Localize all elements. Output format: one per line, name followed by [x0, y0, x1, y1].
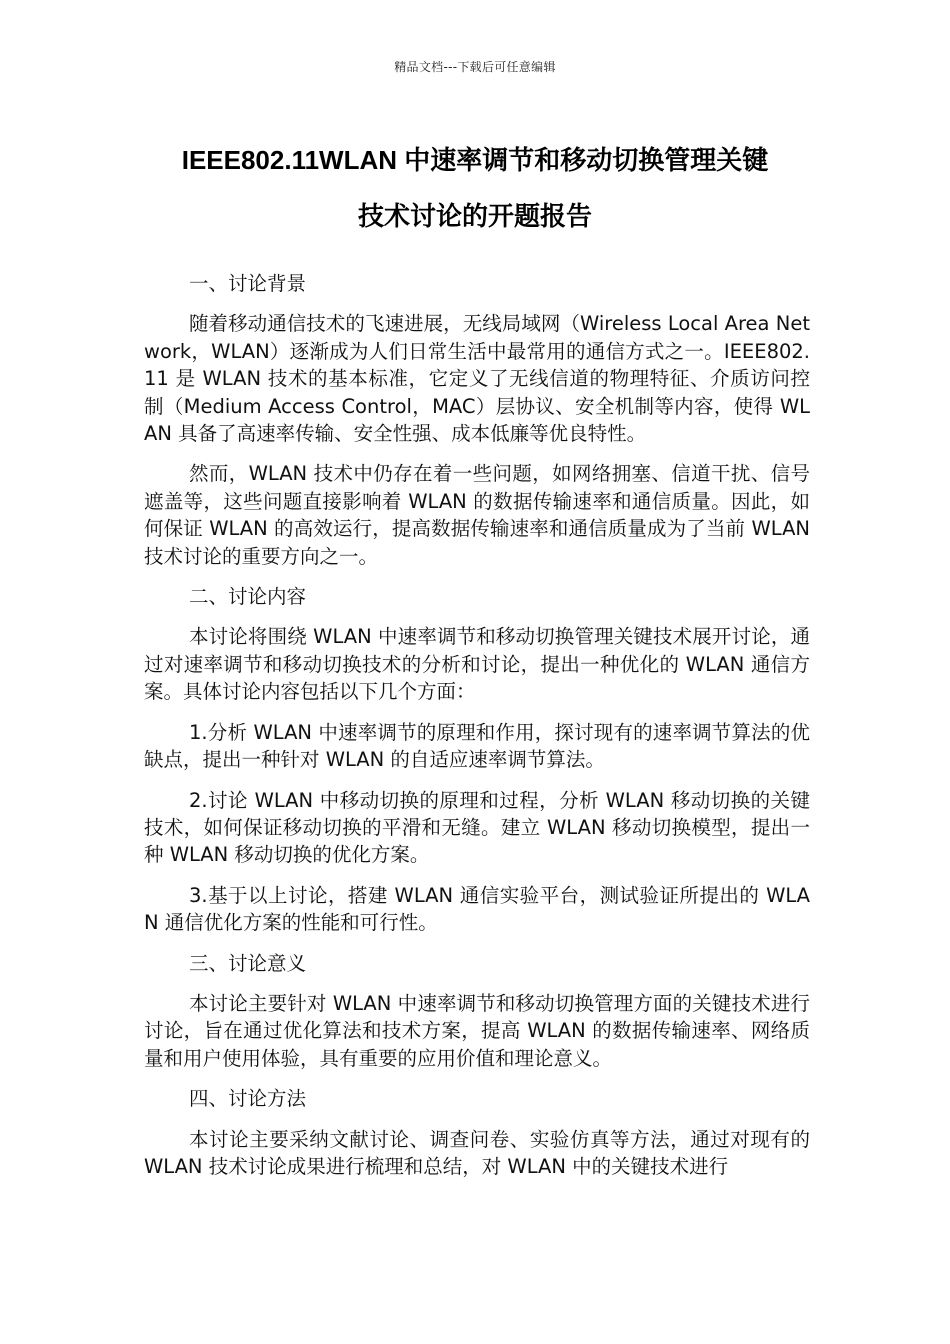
section-heading-method: 四、讨论方法	[189, 1087, 307, 1111]
section-heading-significance: 三、讨论意义	[189, 951, 307, 975]
paragraph-background-1: 随着移动通信技术的飞速进展，无线局域网（Wireless Local Area Network，WLAN）逐渐成为人们日常生活中最常用的通信方式之一。IEEE802.11 是 WLAN 技术的基本标准，它定义了无线信道的物理特征、介质访问控制（Medium Access Control，MAC）层协议、安全机制等内容，使得 WLAN 具备了高速率传输、安全性强、成本低廉等优良特性。	[144, 312, 810, 446]
section-heading-background: 一、讨论背景	[189, 272, 307, 295]
paragraph-content-item-2: 2.讨论 WLAN 中移动切换的原理和过程，分析 WLAN 移动切换的关键技术，如何保证移动切换的平滑和无缝。建立 WLAN 移动切换模型，提出一种 WLAN 移动切换的优化方案。	[144, 788, 810, 867]
paragraph-content-item-3: 3.基于以上讨论，搭建 WLAN 通信实验平台，测试验证所提出的 WLAN 通信优化方案的性能和可行性。	[144, 883, 810, 935]
paragraph-content-intro: 本讨论将围绕 WLAN 中速率调节和移动切换管理关键技术展开讨论，通过对速率调节和移动切换技术的分析和讨论，提出一种优化的 WLAN 通信方案。具体讨论内容包括以下几个方面：	[144, 625, 810, 704]
header-note: 精品文档---下载后可任意编辑	[394, 60, 556, 74]
paragraph-significance: 本讨论主要针对 WLAN 中速率调节和移动切换管理方面的关键技术进行讨论，旨在通过优化算法和技术方案，提高 WLAN 的数据传输速率、网络质量和用户使用体验，具有重要的应用价值和理论意义。	[144, 991, 810, 1070]
document-body	[144, 270, 810, 1193]
paragraph-background-2: 然而，WLAN 技术中仍存在着一些问题，如网络拥塞、信道干扰、信号遮盖等，这些问题直接影响着 WLAN 的数据传输速率和通信质量。因此，如何保证 WLAN 的高效运行，提高数据传输速率和通信质量成为了当前 WLAN 技术讨论的重要方向之一。	[144, 462, 810, 568]
document-title-line-2: 技术讨论的开题报告	[357, 201, 592, 231]
section-heading-content: 二、讨论内容	[189, 585, 307, 609]
paragraph-content-item-1: 1.分析 WLAN 中速率调节的原理和作用，探讨现有的速率调节算法的优缺点，提出一种针对 WLAN 的自适应速率调节算法。	[144, 720, 810, 772]
paragraph-method: 本讨论主要采纳文献讨论、调查问卷、实验仿真等方法，通过对现有的 WLAN 技术讨论成果进行梳理和总结，对 WLAN 中的关键技术进行	[144, 1127, 810, 1178]
document-title-line-1: IEEE802.11WLAN 中速率调节和移动切换管理关键	[181, 145, 769, 175]
